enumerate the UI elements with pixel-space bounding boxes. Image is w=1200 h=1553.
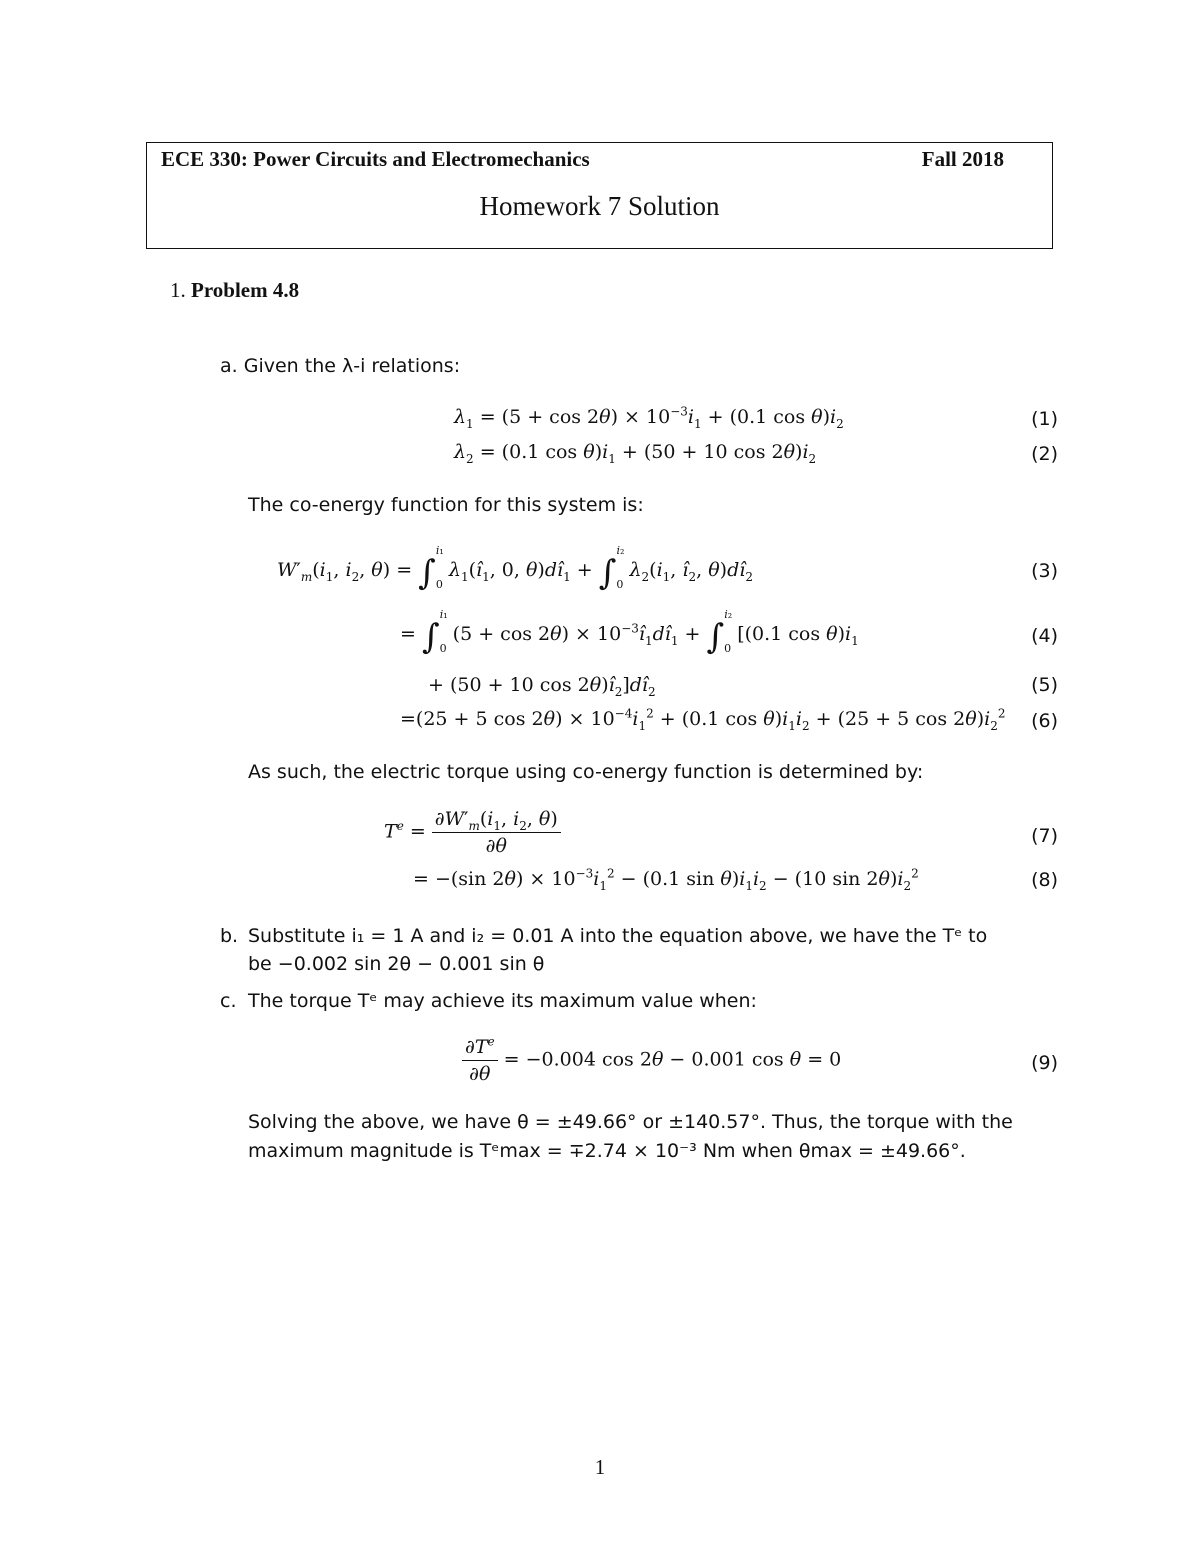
part-b-line-1: Substitute i₁ = 1 A and i₂ = 0.01 A into the equation above, we have the Tᵉ to [248, 925, 988, 947]
problem-heading [170, 278, 299, 303]
coenergy-intro: The co-energy function for this system is: [248, 494, 644, 516]
equation-number-2: (2) [1031, 443, 1058, 465]
equation-number-6: (6) [1031, 710, 1058, 732]
problem-label: Problem 4.8 [191, 278, 300, 302]
equation-3: $W'_m(i_1$, $i_2$, θ) = ∫$^{i_1}_0$ $\lambda_1(î_1$, 0, $\theta)dî_1 + \int^{i_2}_0$ $\lambda_2(i_1$, $î_2$, $\theta)dî_2$ [277, 544, 753, 593]
equation-number-3: (3) [1031, 560, 1058, 582]
part-c-line-1: Solving the above, we have θ = ±49.66° or ±140.57°. Thus, the torque with the [248, 1111, 1013, 1133]
equation-8: = −(sin $2\theta) \times 10^{-3}i_1^2 - (0.1$ $\sin \theta)i_1i_2 - (10$ $\sin 2\theta)i_2^2$ [413, 866, 919, 893]
equation-1: $\lambda_1 = (5 + \cos 2\theta) \times 10^{-3}i_1 + (0.1$ $\cos \theta)i_2$ [454, 404, 844, 431]
part-a-marker: a. [220, 355, 238, 377]
equation-2: $\lambda_2 = (0.1$ $\cos \theta)i_1 + (50 + 10$ $\cos 2\theta)i_2$ [454, 441, 817, 466]
torque-intro: As such, the electric torque using co-energy function is determined by: [248, 761, 924, 783]
equation-number-4: (4) [1031, 625, 1058, 647]
equation-9: $\frac{\partial T^e}{\partial\theta}$ = −0.004 cos 2θ − 0.001 cos θ = 0 [462, 1036, 841, 1085]
equation-number-8: (8) [1031, 869, 1058, 891]
part-b-line-2: be −0.002 sin 2θ − 0.001 sin θ [248, 953, 545, 975]
term-label: Fall 2018 [921, 147, 1004, 171]
document-title: Homework 7 Solution [479, 191, 720, 221]
page-number: 1 [594, 1455, 606, 1479]
part-a-intro-text: Given the λ-i relations: [243, 355, 461, 377]
equation-number-7: (7) [1031, 825, 1058, 847]
part-c-line-2: maximum magnitude is Tᵉmax = ∓2.74 × 10⁻³ Nm when θmax = ±49.66°. [248, 1140, 966, 1162]
course-title: ECE 330: Power Circuits and Electromechanics [161, 147, 590, 171]
header-box [146, 142, 1053, 249]
part-b-marker: b. [220, 925, 239, 947]
part-c-marker: c. [220, 990, 237, 1012]
part-c-intro: The torque Tᵉ may achieve its maximum value when: [248, 990, 757, 1012]
equation-number-1: (1) [1031, 408, 1058, 430]
equation-number-5: (5) [1031, 674, 1058, 696]
problem-number: 1. [170, 278, 186, 302]
equation-4: = ∫$^{i_1}_0$ $(5 + \cos 2\theta) \times 10^{-3}î_1dî_1 + \int^{i_2}_0$ [(0.1 $\cos \theta)i_1$ [400, 608, 859, 657]
part-a-intro [220, 355, 460, 377]
equation-number-9: (9) [1031, 1052, 1058, 1074]
equation-7: $T^e$ = $\frac{\partial W'_m(i_1, i_2, \theta)}{\partial\theta}$ [384, 808, 561, 857]
equation-5: + (50 + 10 $\cos 2\theta)î_2]dî_2$ [428, 674, 656, 699]
equation-6: =(25 + 5 $\cos 2\theta) \times 10^{-4}i_1^2 + (0.1$ $\cos \theta)i_1i_2 + (25 + 5$ $\cos 2\theta)i_2^2$ [400, 706, 1006, 733]
